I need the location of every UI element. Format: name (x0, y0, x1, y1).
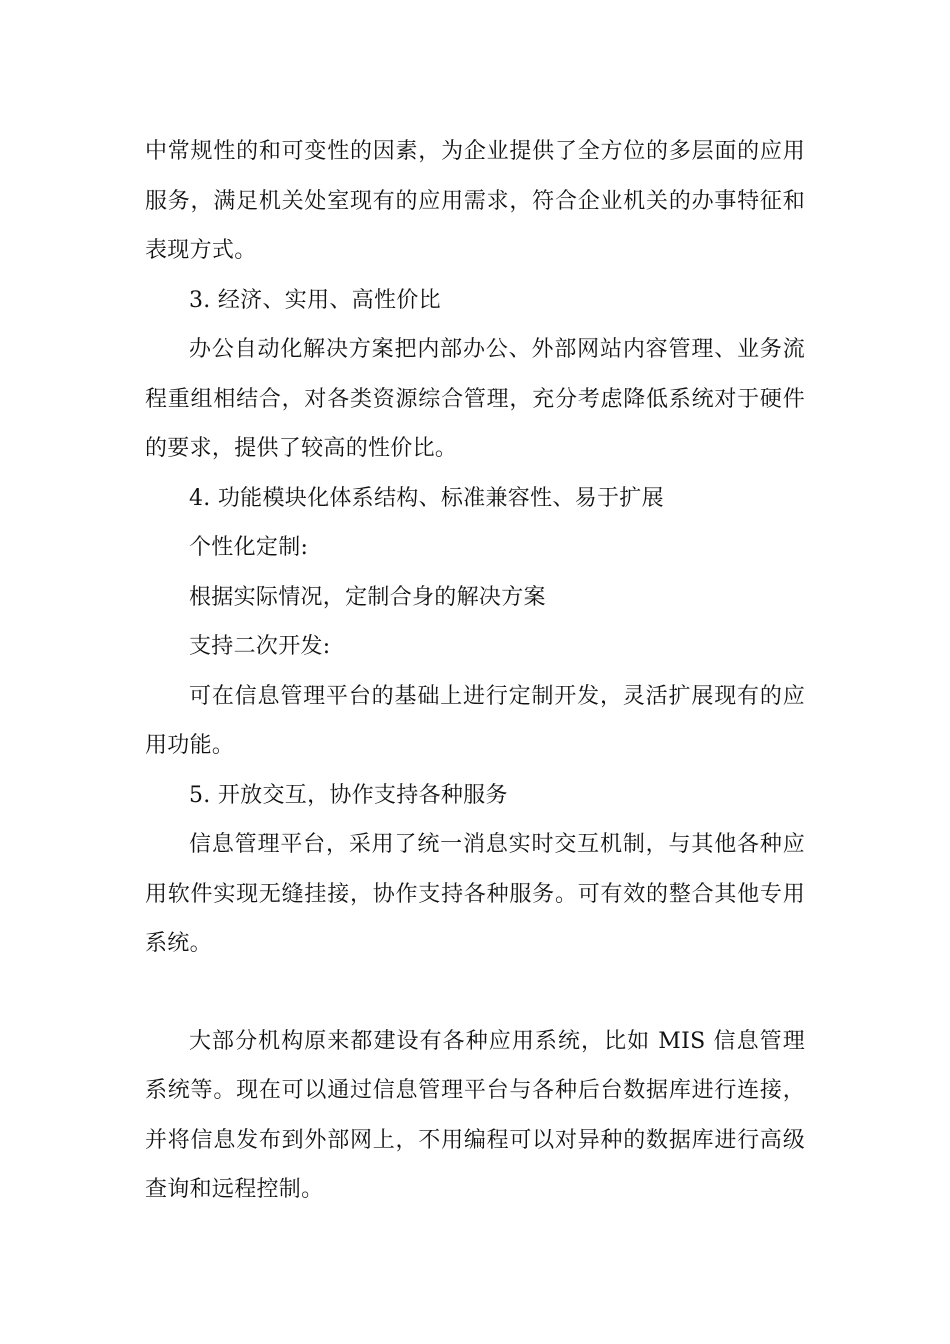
heading-open-interaction: 5. 开放交互，协作支持各种服务 (189, 782, 508, 808)
paragraph-open-interaction: 信息管理平台，采用了统一消息实时交互机制，与其他各种应用软件实现无缝挂接，协作支持各种服务。可有效的整合其他专用系统。 (145, 832, 805, 956)
dev-label: 支持二次开发: (189, 634, 331, 659)
heading-modular: 4. 功能模块化体系结构、标准兼容性、易于扩展 (189, 485, 664, 511)
section-gap (145, 969, 805, 1017)
dev-text: 可在信息管理平台的基础上进行定制开发，灵活扩展现有的应用功能。 (145, 683, 805, 758)
paragraph-continued: 中常规性的和可变性的因素，为企业提供了全方位的多层面的应用服务，满足机关处室现有的应用需求，符合企业机关的办事特征和表现方式。 (145, 139, 805, 263)
paragraph-final: 大部分机构原来都建设有各种应用系统，比如 MIS 信息管理系统等。现在可以通过信息管理平台与各种后台数据库进行连接，并将信息发布到外部网上，不用编程可以对异种的数据库进行高级查询和远程控制。 (145, 1028, 805, 1202)
custom-text: 根据实际情况，定制合身的解决方案 (189, 584, 546, 610)
heading-economy: 3. 经济、实用、高性价比 (189, 287, 441, 313)
custom-label: 个性化定制: (189, 535, 309, 560)
document-page (145, 127, 805, 1215)
paragraph-economy: 办公自动化解决方案把内部办公、外部网站内容管理、业务流程重组相结合，对各类资源综合管理，充分考虑降低系统对于硬件的要求，提供了较高的性价比。 (145, 337, 805, 461)
